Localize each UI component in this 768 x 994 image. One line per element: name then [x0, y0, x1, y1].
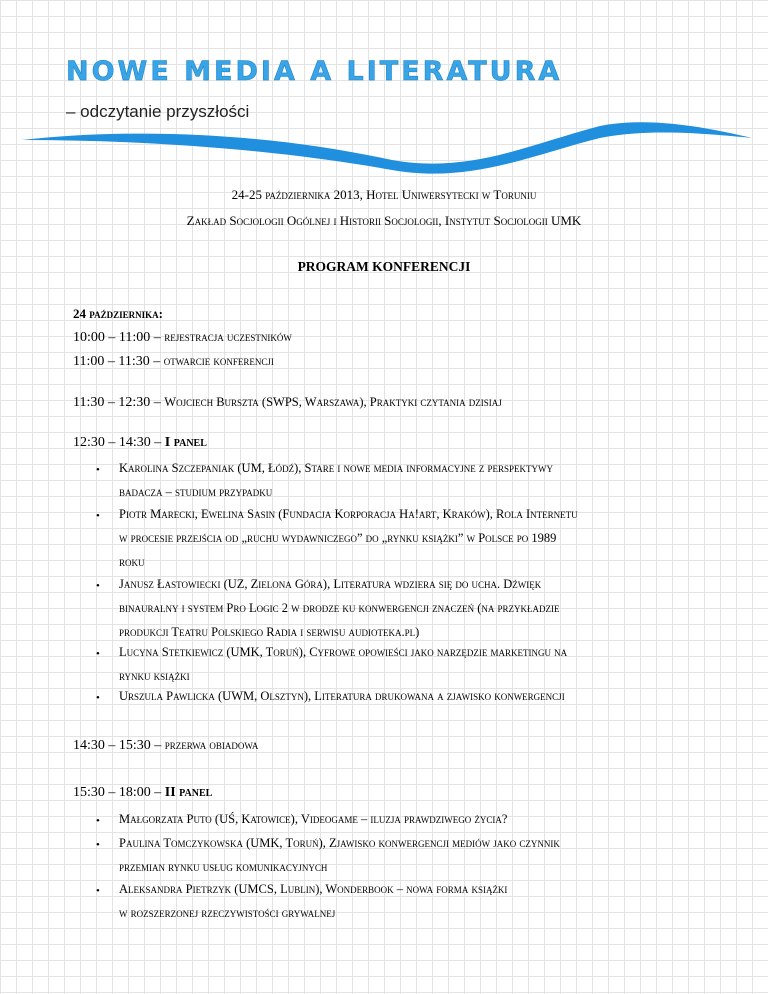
time: 11:00 – 11:30 –: [73, 354, 161, 369]
talk-line: roku: [119, 555, 145, 569]
organizer: Zakład Socjologii Ogólnej i Historii Socjologii, Instytut Socjologii UMK: [186, 213, 582, 228]
conference-subtitle: – odczytanie przyszłości: [66, 102, 250, 121]
talk-line: Małgorzata Puto (UŚ, Katowice), Videogame – iluzja prawdziwego życia?: [119, 812, 508, 826]
talk-line: badacza – studium przypadku: [119, 485, 273, 499]
event: rejestracja uczestników: [164, 330, 292, 344]
talk-line: Urszula Pawlicka (UWM, Olsztyn), Literatura drukowana a zjawisko konwergencji: [119, 689, 565, 703]
time: 14:30 – 15:30 –: [73, 738, 162, 753]
talk-line: w procesie przejścia od „ruchu wydawniczego” do „rynku książki” w Polsce po 1989: [119, 531, 557, 545]
talk-line: Paulina Tomczykowska (UMK, Toruń), Zjawisko konwergencji mediów jako czynnik: [119, 836, 560, 850]
bullet-icon: •: [96, 692, 100, 704]
schedule-row: [73, 395, 502, 411]
talk-line: rynku książki: [119, 669, 190, 683]
bullet-icon: •: [96, 648, 100, 660]
bullet-icon: •: [96, 580, 100, 592]
talk-line: Lucyna Stetkiewicz (UMK, Toruń), Cyfrowe opowieści jako narzędzie marketingu na: [119, 645, 568, 659]
time: 11:30 – 12:30 –: [73, 395, 161, 410]
day-label: 24 października:: [73, 306, 163, 321]
wave-decoration: [0, 118, 768, 188]
bullet-icon: •: [96, 839, 100, 851]
talk-line: Aleksandra Pietrzyk (UMCS, Lublin), Wonderbook – nowa forma książki: [119, 882, 508, 896]
program-heading: PROGRAM KONFERENCJI: [297, 259, 471, 274]
panel-heading: [73, 435, 207, 451]
bullet-icon: •: [96, 815, 100, 827]
schedule-row: [73, 330, 292, 346]
time: 15:30 – 18:00 –: [73, 785, 162, 800]
bullet-icon: •: [96, 464, 100, 476]
talk-line: binauralny i system Pro Logic 2 w drodze ku konwergencji znaczeń (na przykładzie: [119, 601, 560, 615]
time: 10:00 – 11:00 –: [73, 330, 161, 345]
bullet-icon: •: [96, 885, 100, 897]
event: przerwa obiadowa: [164, 738, 259, 752]
event: otwarcie konferencji: [163, 354, 274, 368]
date-venue: 24-25 października 2013, Hotel Uniwersytecki w Toruniu: [231, 187, 537, 202]
event: Wojciech Burszta (SWPS, Warszawa), Praktyki czytania dzisiaj: [164, 395, 502, 409]
talk-line: w rozszerzonej rzeczywistości grywalnej: [119, 906, 336, 920]
time: 12:30 – 14:30 –: [73, 435, 162, 450]
talk-line: przemian rynku usług komunikacyjnych: [119, 860, 328, 874]
panel-label: II panel: [164, 785, 213, 800]
talk-line: Janusz Łastowiecki (UZ, Zielona Góra), Literatura wdziera się do ucha. Dźwięk: [119, 577, 542, 591]
talk-line: produkcji Teatru Polskiego Radia i serwisu audioteka.pl): [119, 625, 420, 639]
bullet-icon: •: [96, 510, 100, 522]
panel-label: I panel: [164, 435, 207, 450]
talk-line: Karolina Szczepaniak (UM, Łódź), Stare i nowe media informacyjne z perspektywy: [119, 461, 553, 475]
panel-heading: [73, 785, 212, 801]
conference-title: NOWE MEDIA A LITERATURA: [66, 56, 563, 87]
schedule-row: [73, 354, 274, 370]
talk-line: Piotr Marecki, Ewelina Sasin (Fundacja Korporacja Ha!art, Kraków), Rola Internetu: [119, 507, 578, 521]
schedule-row: [73, 738, 258, 754]
